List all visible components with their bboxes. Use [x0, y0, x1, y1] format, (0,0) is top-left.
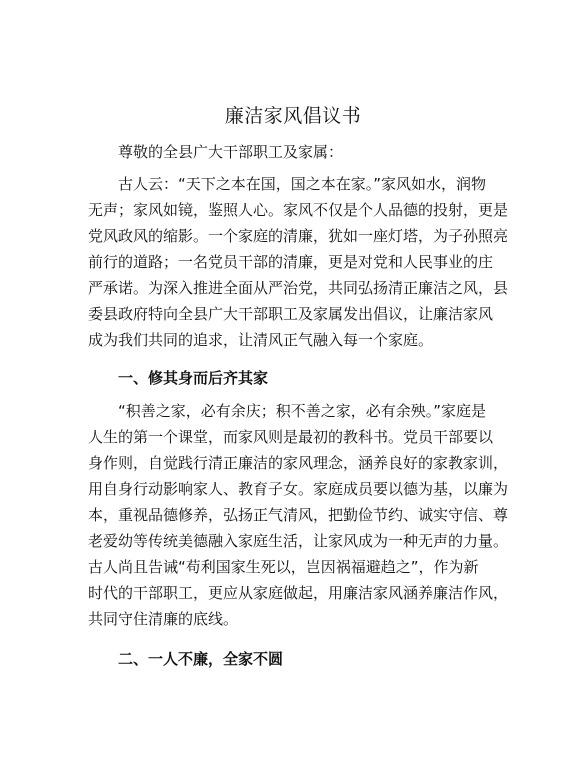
paragraph-line: 时代的干部职工，更应从家庭做起，用廉洁家风涵养廉洁作风， [88, 584, 509, 602]
document-title: 廉洁家风倡议书 [224, 105, 362, 127]
paragraph-line: 成为我们共同的追求，让清风正气融入每一个家庭。 [88, 331, 434, 349]
paragraph-line: 老爱幼等传统美德融入家庭生活，让家风成为一种无声的力量。 [88, 532, 509, 550]
paragraph-line: 严承诺。为深入推进全面从严治党，共同弘扬清正廉洁之风，县 [88, 279, 509, 297]
paragraph-line: 古人云：“天下之本在国，国之本在家。”家风如水，润物 [118, 175, 487, 193]
paragraph-line: 用自身行动影响家人、教育子女。家庭成员要以德为基，以廉为 [88, 480, 509, 498]
paragraph-line: 本，重视品德修养，弘扬正气清风，把勤俭节约、诚实守信、尊 [88, 506, 509, 524]
salutation-line: 尊敬的全县广大干部职工及家属： [118, 143, 344, 161]
paragraph-line: 无声；家风如镜，鉴照人心。家风不仅是个人品德的投射，更是 [88, 201, 509, 219]
section-heading: 二、一人不廉，全家不圆 [118, 650, 284, 668]
paragraph-line: 委县政府特向全县广大干部职工及家属发出倡议，让廉洁家风 [88, 305, 494, 323]
section-2-heading-block [88, 646, 510, 672]
paragraph-line: 身作则，自觉践行清正廉洁的家风理念，涵养良好的家教家训， [88, 454, 509, 472]
salutation [88, 139, 510, 165]
intro-paragraph [88, 171, 510, 353]
paragraph-line: 人生的第一个课堂，而家风则是最初的教科书。党员干部要以 [88, 428, 494, 446]
paragraph-line: “积善之家，必有余庆；积不善之家，必有余殃。”家庭是 [118, 402, 487, 420]
section-1-heading-block [88, 365, 510, 391]
paragraph-line: 古人尚且告诫“苟利国家生死以，岂因祸福避趋之”，作为新 [88, 558, 479, 576]
paragraph-line: 前行的道路；一名党员干部的清廉，更是对党和人民事业的庄 [88, 253, 494, 271]
paragraph-line: 党风政风的缩影。一个家庭的清廉，犹如一座灯塔，为子孙照亮 [88, 227, 509, 245]
paragraph-line: 共同守住清廉的底线。 [88, 610, 239, 628]
section-heading: 一、修其身而后齐其家 [118, 369, 269, 387]
section-1-paragraph [88, 398, 510, 632]
